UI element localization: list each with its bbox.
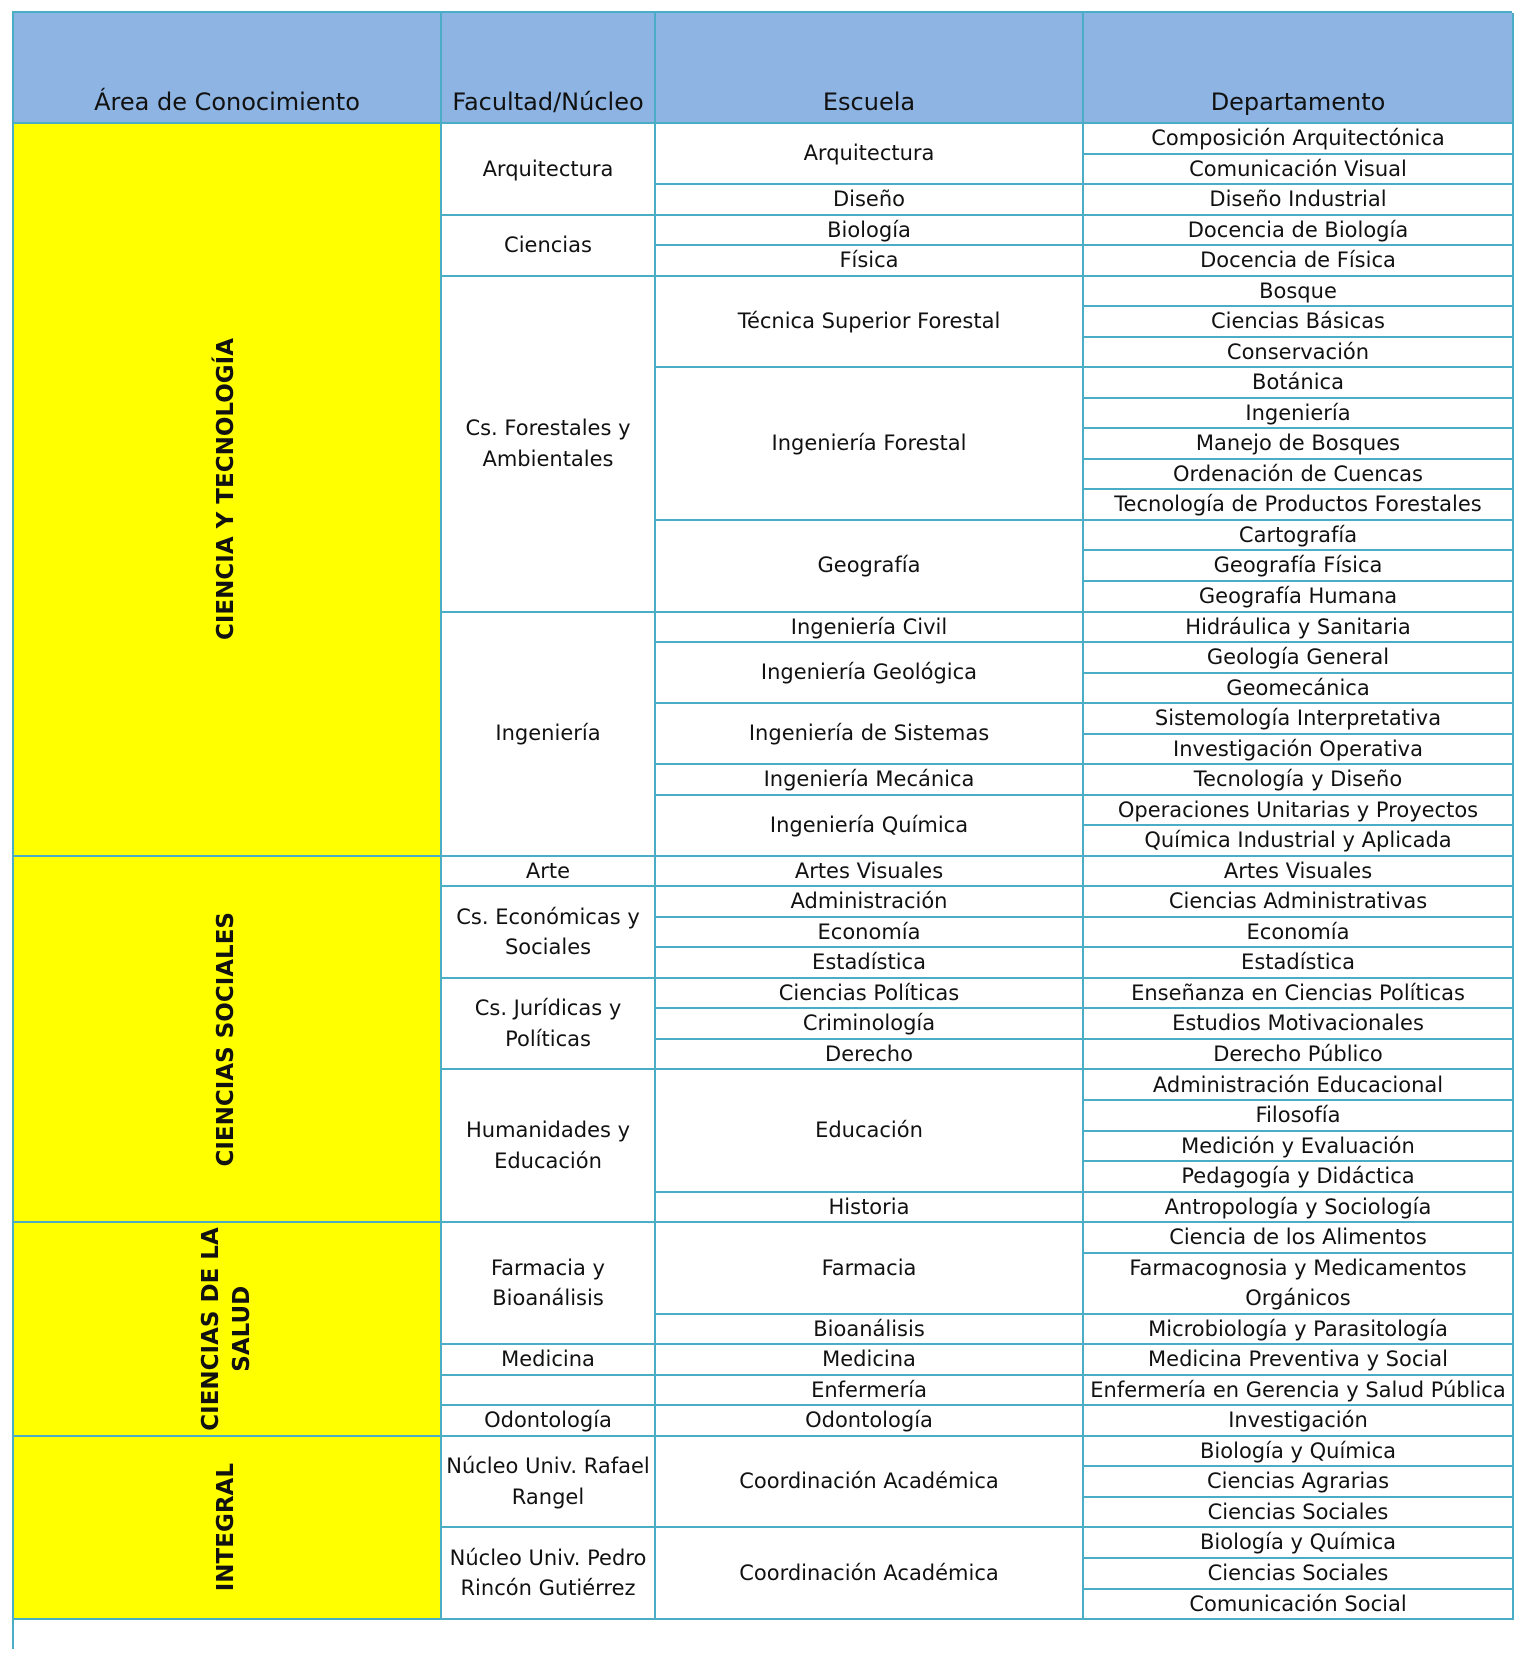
- departamento-cell: Artes Visuales: [1084, 857, 1514, 888]
- departamento-cell: Docencia de Física: [1084, 246, 1514, 277]
- area-cell: [14, 124, 442, 857]
- escuela-cell: Técnica Superior Forestal: [656, 277, 1084, 369]
- facultad-cell: Arquitectura: [442, 124, 656, 216]
- escuela-cell: Ciencias Políticas: [656, 979, 1084, 1010]
- departamento-cell: Farmacognosia y Medicamentos Orgánicos: [1084, 1254, 1514, 1315]
- escuela-cell: Criminología: [656, 1009, 1084, 1040]
- departamento-cell: Ciencia de los Alimentos: [1084, 1223, 1514, 1254]
- header-area: Área de Conocimiento: [14, 13, 442, 124]
- departamento-cell: Geografía Humana: [1084, 582, 1514, 613]
- escuela-cell: Economía: [656, 918, 1084, 949]
- escuela-cell: Arquitectura: [656, 124, 1084, 185]
- escuela-cell: Educación: [656, 1070, 1084, 1192]
- departamento-cell: Tecnología y Diseño: [1084, 765, 1514, 796]
- departamento-cell: Conservación: [1084, 338, 1514, 369]
- escuela-cell: Artes Visuales: [656, 857, 1084, 888]
- knowledge-area-table: [12, 11, 1512, 1649]
- escuela-cell: Coordinación Académica: [656, 1528, 1084, 1620]
- facultad-cell: Núcleo Univ. Rafael Rangel: [442, 1437, 656, 1529]
- escuela-cell: Ingeniería Forestal: [656, 368, 1084, 521]
- departamento-cell: Tecnología de Productos Forestales: [1084, 490, 1514, 521]
- departamento-cell: Filosofía: [1084, 1101, 1514, 1132]
- area-cell: [14, 1223, 442, 1437]
- departamento-cell: Diseño Industrial: [1084, 185, 1514, 216]
- departamento-cell: Ciencias Administrativas: [1084, 887, 1514, 918]
- area-cell-label: CIENCIAS SOCIALES: [213, 911, 240, 1167]
- escuela-cell: Geografía: [656, 521, 1084, 613]
- departamento-cell: Estudios Motivacionales: [1084, 1009, 1514, 1040]
- departamento-cell: Geología General: [1084, 643, 1514, 674]
- departamento-cell: Ciencias Agrarias: [1084, 1467, 1514, 1498]
- escuela-cell: Derecho: [656, 1040, 1084, 1071]
- departamento-cell: Sistemología Interpretativa: [1084, 704, 1514, 735]
- escuela-cell: Estadística: [656, 948, 1084, 979]
- departamento-cell: Manejo de Bosques: [1084, 429, 1514, 460]
- departamento-cell: Medición y Evaluación: [1084, 1132, 1514, 1163]
- escuela-cell: Medicina: [656, 1345, 1084, 1376]
- facultad-cell: Odontología: [442, 1406, 656, 1437]
- area-cell: [14, 1437, 442, 1620]
- escuela-cell: Enfermería: [656, 1376, 1084, 1407]
- departamento-cell: Comunicación Social: [1084, 1590, 1514, 1621]
- escuela-cell: Ingeniería Civil: [656, 613, 1084, 644]
- departamento-cell: Microbiología y Parasitología: [1084, 1315, 1514, 1346]
- departamento-cell: Ordenación de Cuencas: [1084, 460, 1514, 491]
- escuela-cell: Física: [656, 246, 1084, 277]
- header-escuela: Escuela: [656, 13, 1084, 124]
- departamento-cell: Operaciones Unitarias y Proyectos: [1084, 796, 1514, 827]
- escuela-cell: Ingeniería de Sistemas: [656, 704, 1084, 765]
- departamento-cell: Derecho Público: [1084, 1040, 1514, 1071]
- facultad-cell: Cs. Forestales y Ambientales: [442, 277, 656, 613]
- facultad-cell: Cs. Económicas y Sociales: [442, 887, 656, 979]
- escuela-cell: Bioanálisis: [656, 1315, 1084, 1346]
- area-cell-label: INTEGRAL: [213, 1463, 240, 1592]
- area-cell-label: CIENCIAS DE LA SALUD: [197, 1227, 255, 1431]
- facultad-cell: [442, 1376, 656, 1407]
- departamento-cell: Economía: [1084, 918, 1514, 949]
- departamento-cell: Hidráulica y Sanitaria: [1084, 613, 1514, 644]
- area-cell: [14, 857, 442, 1223]
- area-cell-label: CIENCIA Y TECNOLOGÍA: [213, 338, 240, 641]
- departamento-cell: Cartografía: [1084, 521, 1514, 552]
- departamento-cell: Biología y Química: [1084, 1528, 1514, 1559]
- escuela-cell: Diseño: [656, 185, 1084, 216]
- facultad-cell: Humanidades y Educación: [442, 1070, 656, 1223]
- departamento-cell: Docencia de Biología: [1084, 216, 1514, 247]
- departamento-cell: Bosque: [1084, 277, 1514, 308]
- facultad-cell: Medicina: [442, 1345, 656, 1376]
- departamento-cell: Comunicación Visual: [1084, 155, 1514, 186]
- escuela-cell: Farmacia: [656, 1223, 1084, 1315]
- departamento-cell: Química Industrial y Aplicada: [1084, 826, 1514, 857]
- departamento-cell: Geomecánica: [1084, 674, 1514, 705]
- departamento-cell: Pedagogía y Didáctica: [1084, 1162, 1514, 1193]
- escuela-cell: Coordinación Académica: [656, 1437, 1084, 1529]
- departamento-cell: Enseñanza en Ciencias Políticas: [1084, 979, 1514, 1010]
- facultad-cell: Cs. Jurídicas y Políticas: [442, 979, 656, 1071]
- header-facultad: Facultad/Núcleo: [442, 13, 656, 124]
- escuela-cell: Ingeniería Geológica: [656, 643, 1084, 704]
- departamento-cell: Biología y Química: [1084, 1437, 1514, 1468]
- escuela-cell: Biología: [656, 216, 1084, 247]
- facultad-cell: Farmacia y Bioanálisis: [442, 1223, 656, 1345]
- facultad-cell: Ingeniería: [442, 613, 656, 857]
- escuela-cell: Historia: [656, 1193, 1084, 1224]
- departamento-cell: Administración Educacional: [1084, 1070, 1514, 1101]
- departamento-cell: Medicina Preventiva y Social: [1084, 1345, 1514, 1376]
- facultad-cell: Arte: [442, 857, 656, 888]
- facultad-cell: Núcleo Univ. Pedro Rincón Gutiérrez: [442, 1528, 656, 1620]
- departamento-cell: Geografía Física: [1084, 551, 1514, 582]
- departamento-cell: Antropología y Sociología: [1084, 1193, 1514, 1224]
- departamento-cell: Investigación: [1084, 1406, 1514, 1437]
- header-departamento: Departamento: [1084, 13, 1514, 124]
- departamento-cell: Composición Arquitectónica: [1084, 124, 1514, 155]
- escuela-cell: Ingeniería Química: [656, 796, 1084, 857]
- escuela-cell: Odontología: [656, 1406, 1084, 1437]
- departamento-cell: Estadística: [1084, 948, 1514, 979]
- departamento-cell: Investigación Operativa: [1084, 735, 1514, 766]
- departamento-cell: Ciencias Básicas: [1084, 307, 1514, 338]
- departamento-cell: Ciencias Sociales: [1084, 1559, 1514, 1590]
- escuela-cell: Administración: [656, 887, 1084, 918]
- facultad-cell: Ciencias: [442, 216, 656, 277]
- departamento-cell: Ciencias Sociales: [1084, 1498, 1514, 1529]
- departamento-cell: Enfermería en Gerencia y Salud Pública: [1084, 1376, 1514, 1407]
- departamento-cell: Botánica: [1084, 368, 1514, 399]
- departamento-cell: Ingeniería: [1084, 399, 1514, 430]
- escuela-cell: Ingeniería Mecánica: [656, 765, 1084, 796]
